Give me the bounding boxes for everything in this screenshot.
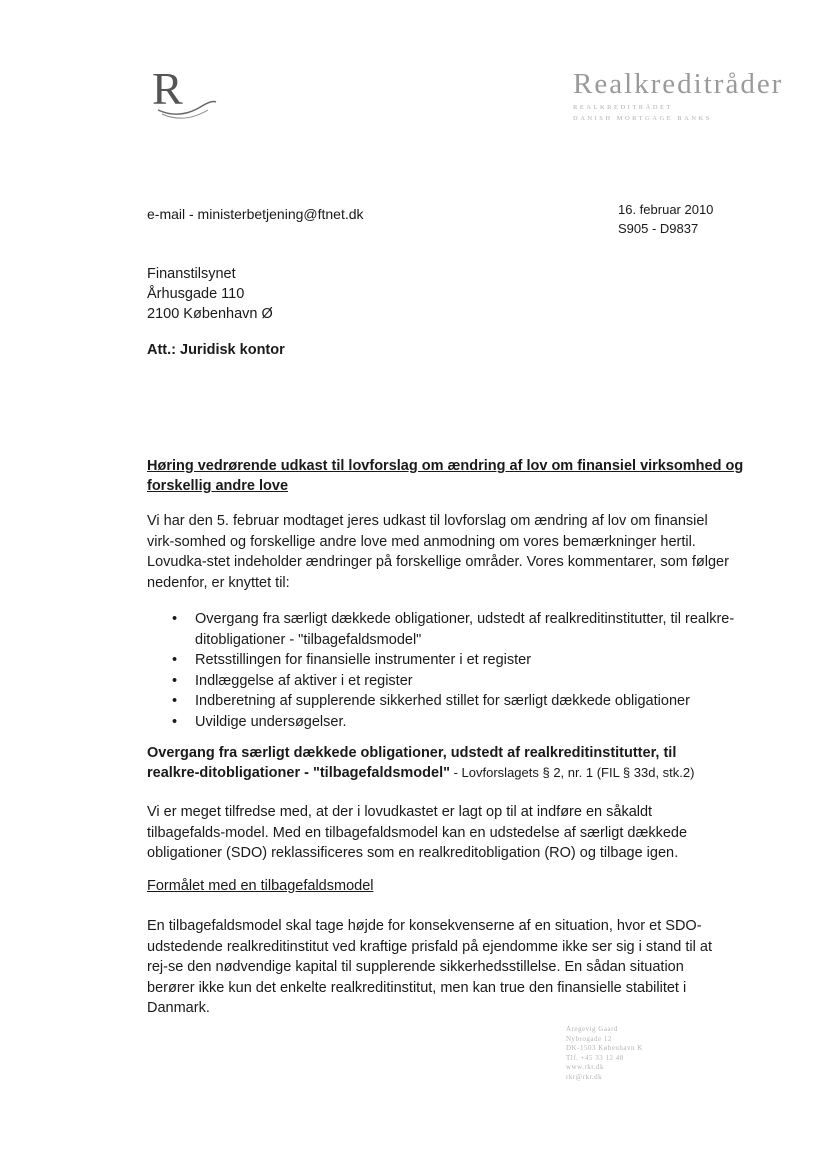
- attention-line: Att.: Juridisk kontor: [147, 342, 285, 358]
- list-item: [170, 712, 735, 733]
- footer-line-5: www.rkr.dk: [566, 1063, 604, 1071]
- address-line-3: 2100 København Ø: [147, 306, 273, 322]
- sub-heading: Formålet med en tilbagefaldsmodel: [147, 878, 374, 894]
- bullet-icon: •: [172, 652, 178, 668]
- letter-subject: Høring vedrørende udkast til lovforslag om ændring af lov om finansiel virksomhed og forskellig andre love: [147, 458, 744, 494]
- bullet-icon: •: [172, 713, 178, 730]
- footer-line-6: rkr@rkr.dk: [566, 1072, 603, 1081]
- list-item-text: Overgang fra særligt dækkede obligationer, udstedt af realkreditinstitutter, til realkre-ditobligationer - "tilbagefaldsmodel": [195, 611, 735, 648]
- realkreditraadet-logo: [150, 62, 220, 124]
- section-paragraph: Vi er meget tilfredse med, at der i lovudkastet er lagt op til at indføre en såkaldt tilbagefalds-model. Med en tilbagefaldsmodel kan en udstedelse af særligt dækkede obligationer (SDO) reklassificeres som en realkreditobligation (RO) og tilbage igen.: [147, 804, 688, 861]
- brand-subtitle-1: REALKREDITRÅDET: [573, 104, 673, 111]
- footer-line-2: Nybrogade 12: [566, 1034, 612, 1043]
- address-line-2: Århusgade 110: [147, 286, 245, 302]
- list-item-text: Indberetning af supplerende sikkerhed stillet for særligt dækkede obligationer: [195, 693, 690, 709]
- brand-name: Realkreditråder: [573, 68, 784, 100]
- purpose-paragraph: En tilbagefaldsmodel skal tage højde for konsekvenserne af en situation, hvor et SDO-udstedende realkreditinstitut ved kraftige prisfald på ejendomme ikke ser sig i stand til at rej-se den nødvendige kapital til supplerende sikkerhedsstillelse. En sådan situation berører ikke kun det enkelte realkreditinstitut, men kan true den finansielle stabilitet i Danmark.: [147, 918, 712, 1016]
- bullet-icon: •: [172, 672, 178, 689]
- topic-list: [170, 609, 735, 732]
- footer-line-3: DK-1503 København K: [566, 1044, 643, 1052]
- section-heading: [147, 743, 732, 783]
- letter-reference: S905 - D9837: [618, 221, 699, 236]
- logo-letter: R: [152, 63, 183, 114]
- bullet-icon: •: [172, 693, 178, 709]
- intro-paragraph: Vi har den 5. februar modtaget jeres udkast til lovforslag om ændring af lov om finansiel virk-somhed og forskellige andre love med anmodning om vores bemærkninger hertil. Lovudka-stet indeholder ændringer på forskellige områder. Vores kommentarer, som følger nedenfor, er knyttet til:: [147, 513, 729, 591]
- address-line-1: Finanstilsynet: [147, 266, 236, 282]
- footer-line-1: Aregevig Gaard: [566, 1025, 618, 1033]
- letter-date: 16. februar 2010: [618, 202, 714, 217]
- footer-line-4: Tlf. +45 33 12 48: [566, 1053, 624, 1062]
- list-item: [170, 691, 735, 712]
- section-heading-title: Overgang fra særligt dækkede obligationer, udstedt af realkreditinstitutter, til realkre-ditobligationer - "tilbagefaldsmodel": [147, 745, 677, 781]
- list-item-text: Indlæggelse af aktiver i et register: [195, 672, 413, 689]
- recipient-address: [147, 264, 273, 324]
- list-item: [170, 609, 735, 650]
- list-item: [170, 671, 735, 692]
- list-item-text: Uvildige undersøgelser.: [195, 713, 347, 730]
- footer-address: [566, 1025, 643, 1082]
- recipient-email: e-mail - ministerbetjening@ftnet.dk: [147, 206, 364, 222]
- date-block: [618, 200, 713, 238]
- list-item-text: Retsstillingen for finansielle instrumenter i et register: [195, 652, 532, 668]
- brand-subtitle-2: DANISH MORTGAGE BANKS: [573, 115, 712, 122]
- brand-block: [573, 68, 803, 123]
- section-heading-reference: - Lovforslagets § 2, nr. 1 (FIL § 33d, stk.2): [450, 765, 695, 780]
- bullet-icon: •: [172, 611, 178, 627]
- list-item: [170, 650, 735, 671]
